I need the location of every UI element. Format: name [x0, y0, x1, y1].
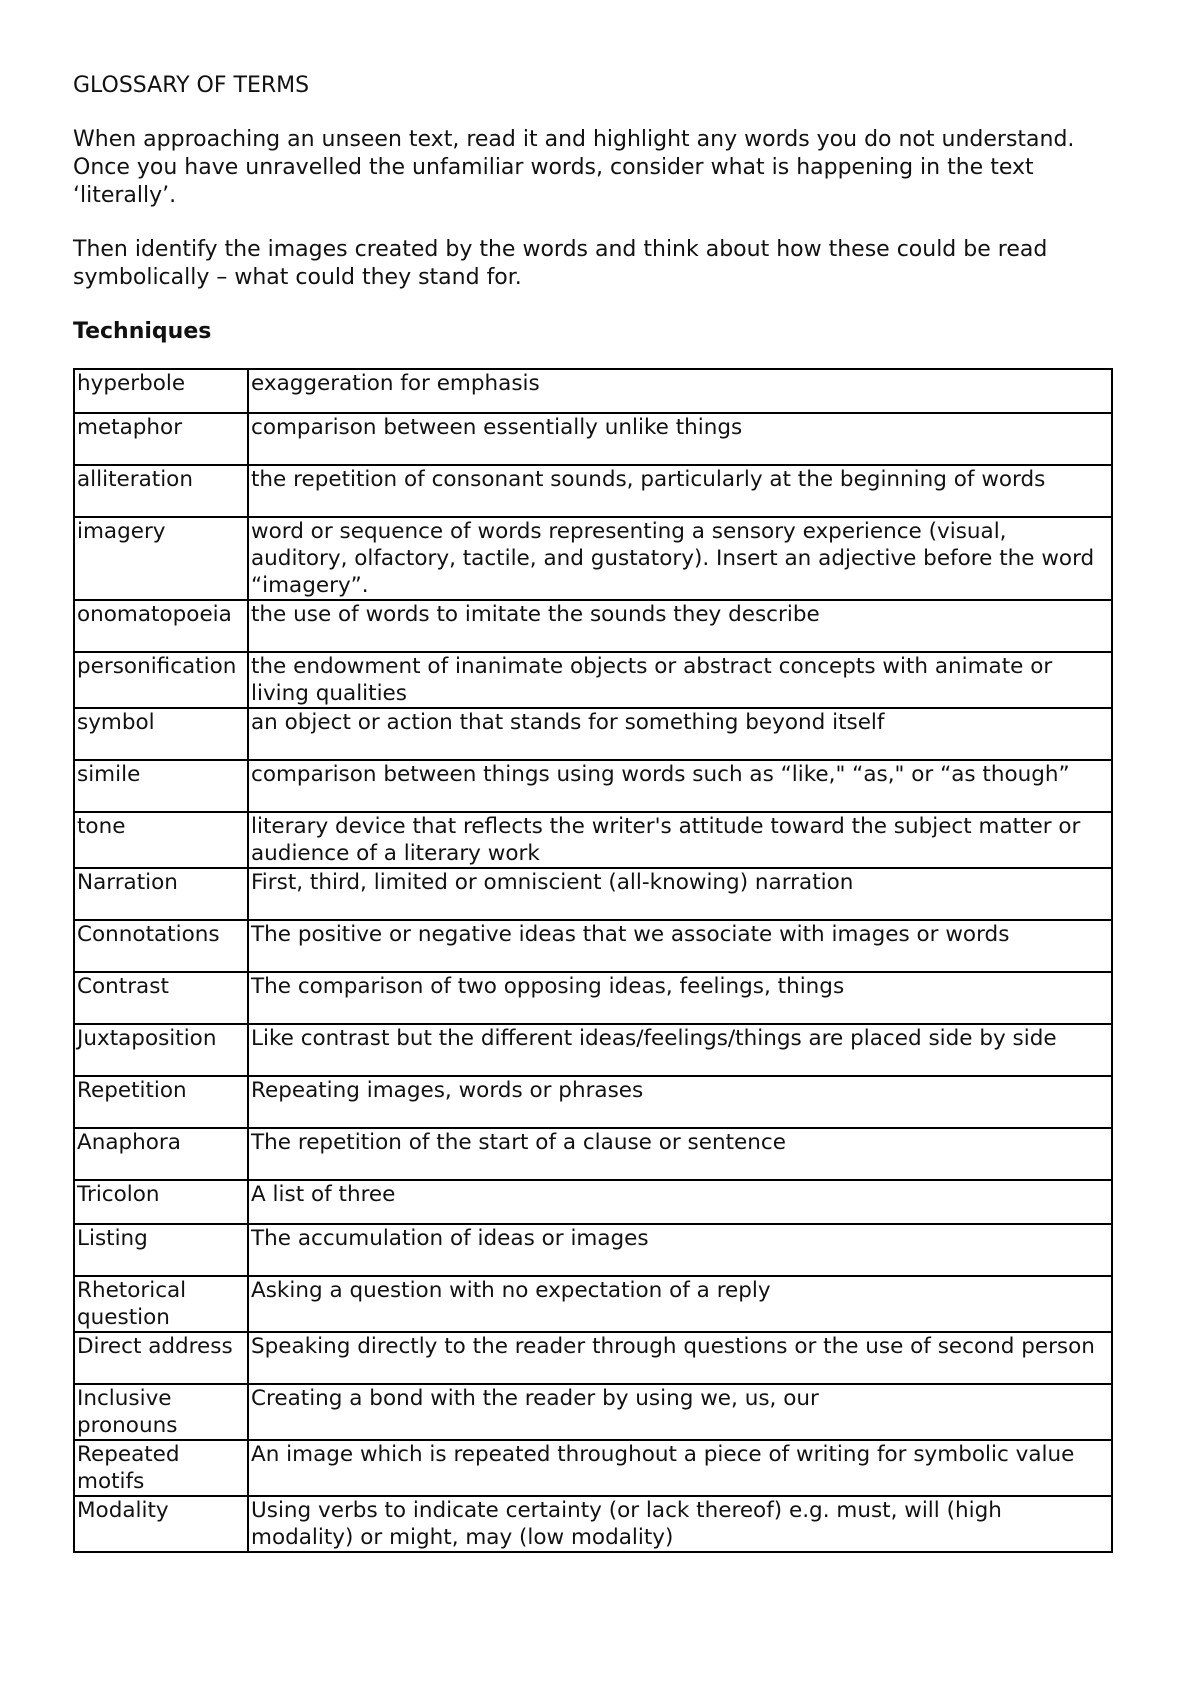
table-row	[74, 413, 1112, 465]
glossary-definition: The repetition of the start of a clause or sentence	[248, 1128, 1112, 1180]
glossary-definition: word or sequence of words representing a sensory experience (visual, auditory, olfactory, tactile, and gustatory). Insert an adjective before the word “imagery”.	[248, 517, 1112, 600]
table-row	[74, 920, 1112, 972]
glossary-term: imagery	[74, 517, 248, 600]
glossary-term: Juxtaposition	[74, 1024, 248, 1076]
document-page	[73, 72, 1113, 1553]
table-row	[74, 1024, 1112, 1076]
glossary-definition: A list of three	[248, 1180, 1112, 1224]
glossary-definition: the repetition of consonant sounds, particularly at the beginning of words	[248, 465, 1112, 517]
glossary-term: onomatopoeia	[74, 600, 248, 652]
glossary-definition: Asking a question with no expectation of a reply	[248, 1276, 1112, 1332]
glossary-table-body	[74, 369, 1112, 1552]
glossary-definition: An image which is repeated throughout a piece of writing for symbolic value	[248, 1440, 1112, 1496]
glossary-definition: The comparison of two opposing ideas, feelings, things	[248, 972, 1112, 1024]
intro-paragraph-2: Then identify the images created by the words and think about how these could be read symbolically – what could they stand for.	[73, 237, 1048, 290]
glossary-term: Connotations	[74, 920, 248, 972]
glossary-table	[73, 368, 1113, 1553]
glossary-definition: First, third, limited or omniscient (all-knowing) narration	[248, 868, 1112, 920]
glossary-term: alliteration	[74, 465, 248, 517]
table-row	[74, 369, 1112, 413]
table-row	[74, 868, 1112, 920]
glossary-definition: exaggeration for emphasis	[248, 369, 1112, 413]
glossary-term: metaphor	[74, 413, 248, 465]
glossary-definition: Creating a bond with the reader by using we, us, our	[248, 1384, 1112, 1440]
glossary-definition: The positive or negative ideas that we associate with images or words	[248, 920, 1112, 972]
glossary-definition: Repeating images, words or phrases	[248, 1076, 1112, 1128]
section-title: Techniques	[73, 319, 212, 344]
glossary-term: Inclusive pronouns	[74, 1384, 248, 1440]
table-row	[74, 972, 1112, 1024]
glossary-term: Contrast	[74, 972, 248, 1024]
glossary-term: simile	[74, 760, 248, 812]
table-row	[74, 1276, 1112, 1332]
glossary-definition: the endowment of inanimate objects or abstract concepts with animate or living qualities	[248, 652, 1112, 708]
glossary-definition: the use of words to imitate the sounds they describe	[248, 600, 1112, 652]
glossary-term: symbol	[74, 708, 248, 760]
table-row	[74, 1496, 1112, 1552]
glossary-definition: literary device that reflects the writer's attitude toward the subject matter or audience of a literary work	[248, 812, 1112, 868]
table-row	[74, 1076, 1112, 1128]
glossary-definition: The accumulation of ideas or images	[248, 1224, 1112, 1276]
table-row	[74, 465, 1112, 517]
glossary-definition: Speaking directly to the reader through questions or the use of second person	[248, 1332, 1112, 1384]
table-row	[74, 708, 1112, 760]
glossary-definition: comparison between essentially unlike things	[248, 413, 1112, 465]
table-row	[74, 1128, 1112, 1180]
table-row	[74, 760, 1112, 812]
glossary-term: tone	[74, 812, 248, 868]
glossary-term: Narration	[74, 868, 248, 920]
glossary-term: Tricolon	[74, 1180, 248, 1224]
glossary-definition: an object or action that stands for something beyond itself	[248, 708, 1112, 760]
glossary-definition: comparison between things using words such as “like," “as," or “as though”	[248, 760, 1112, 812]
glossary-term: personification	[74, 652, 248, 708]
table-row	[74, 1440, 1112, 1496]
table-row	[74, 1180, 1112, 1224]
glossary-term: Rhetorical question	[74, 1276, 248, 1332]
table-row	[74, 1332, 1112, 1384]
table-row	[74, 517, 1112, 600]
glossary-term: Anaphora	[74, 1128, 248, 1180]
glossary-term: hyperbole	[74, 369, 248, 413]
table-row	[74, 1384, 1112, 1440]
table-row	[74, 652, 1112, 708]
table-row	[74, 600, 1112, 652]
table-row	[74, 812, 1112, 868]
table-row	[74, 1224, 1112, 1276]
glossary-term: Direct address	[74, 1332, 248, 1384]
glossary-definition: Using verbs to indicate certainty (or lack thereof) e.g. must, will (high modality) or might, may (low modality)	[248, 1496, 1112, 1552]
glossary-term: Repetition	[74, 1076, 248, 1128]
glossary-term: Repeated motifs	[74, 1440, 248, 1496]
document-title: GLOSSARY OF TERMS	[73, 73, 310, 98]
intro-paragraph-1: When approaching an unseen text, read it and highlight any words you do not understand. Once you have unravelled the unfamiliar words, consider what is happening in the text ‘literally’.	[73, 127, 1075, 208]
glossary-term: Listing	[74, 1224, 248, 1276]
glossary-term: Modality	[74, 1496, 248, 1552]
glossary-definition: Like contrast but the different ideas/feelings/things are placed side by side	[248, 1024, 1112, 1076]
